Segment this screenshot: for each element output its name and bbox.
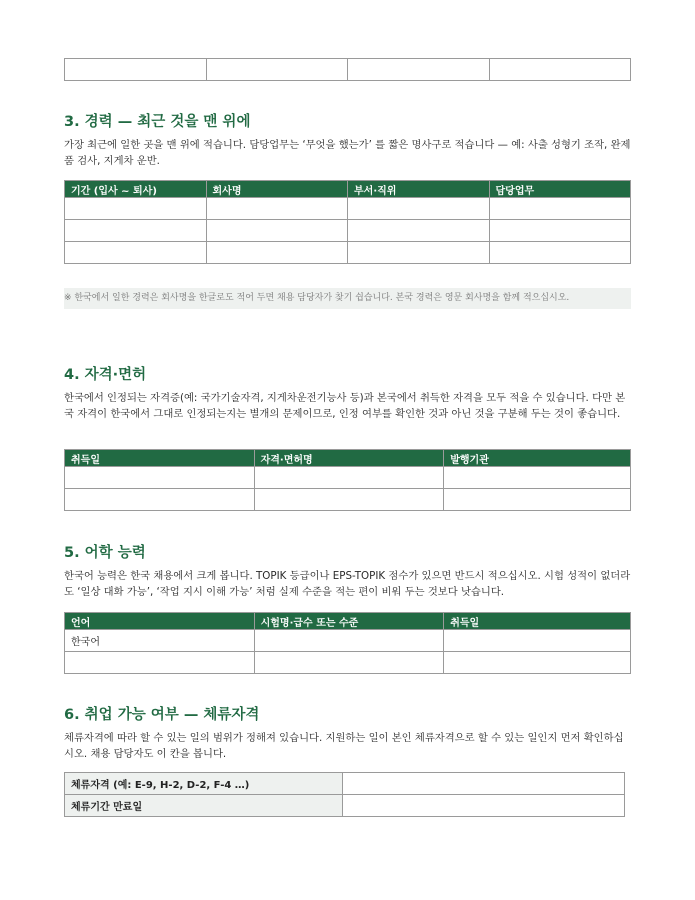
section-6-title: 6. 취업 가능 여부 — 체류자격 xyxy=(64,707,260,723)
visa-expiry-label: 체류기간 만료일 xyxy=(65,795,343,817)
column-header-period: 기간 (입사 ~ 퇴사) xyxy=(65,181,207,198)
visa-status-table xyxy=(64,772,625,817)
column-header-company: 회사명 xyxy=(206,181,348,198)
table-cell[interactable] xyxy=(65,489,255,511)
table-row xyxy=(65,795,625,817)
table-cell[interactable] xyxy=(444,630,631,652)
column-header-language: 언어 xyxy=(65,613,255,630)
section-5-title: 5. 어학 능력 xyxy=(64,545,146,561)
table-cell[interactable] xyxy=(206,220,348,242)
column-header-license-name: 자격·면허명 xyxy=(254,450,444,467)
qualification-table xyxy=(64,449,631,511)
section-5-description: 한국어 능력은 한국 채용에서 크게 봅니다. TOPIK 등급이나 EPS-TOPIK 점수가 있으면 반드시 적으십시오. 시험 성적이 없더라도 ‘일상 대화 가능’, ‘작업 지시 이해 가능’ 처럼 실제 수준을 적는 편이 비워 두는 것보다 낫습니다. xyxy=(64,570,631,598)
visa-type-label: 체류자격 (예: E-9, H-2, D-2, F-4 …) xyxy=(65,773,343,795)
section-3-description: 가장 최근에 일한 곳을 맨 위에 적습니다. 담당업무는 ‘무엇을 했는가’ 를 짧은 명사구로 적습니다 — 예: 사출 성형기 조작, 완제품 검사, 지게차 운반. xyxy=(64,139,631,167)
visa-expiry-field[interactable] xyxy=(342,795,624,817)
career-table xyxy=(64,180,631,264)
table-cell[interactable] xyxy=(489,242,631,264)
column-header-date: 취득일 xyxy=(444,613,631,630)
table-cell[interactable] xyxy=(348,59,490,81)
career-note: ※ 한국에서 일한 경력은 회사명을 한글로도 적어 두면 채용 담당자가 찾기 쉽습니다. 본국 경력은 영문 회사명을 함께 적으십시오. xyxy=(64,288,631,309)
table-cell[interactable] xyxy=(444,489,631,511)
table-row xyxy=(65,630,631,652)
table-cell[interactable] xyxy=(348,242,490,264)
previous-section-table xyxy=(64,58,631,81)
table-row xyxy=(65,242,631,264)
table-row xyxy=(65,467,631,489)
visa-type-field[interactable] xyxy=(342,773,624,795)
table-cell[interactable] xyxy=(65,220,207,242)
table-row xyxy=(65,489,631,511)
section-4-description: 한국에서 인정되는 자격증(예: 국가기술자격, 지게차운전기능사 등)과 본국에서 취득한 자격을 모두 적을 수 있습니다. 다만 본국 자격이 한국에서 그대로 인정되는지는 별개의 문제이므로, 인정 여부를 확인한 것과 아닌 것을 구분해 두는 것이 좋습니다. xyxy=(64,392,626,420)
table-cell[interactable] xyxy=(489,198,631,220)
table-cell[interactable] xyxy=(254,489,444,511)
table-header-row xyxy=(65,613,631,630)
section-6-description: 체류자격에 따라 할 수 있는 일의 범위가 정해져 있습니다. 지원하는 일이 본인 체류자격으로 할 수 있는 일인지 먼저 확인하십시오. 채용 담당자도 이 칸을 봅니다. xyxy=(64,732,624,760)
table-header-row xyxy=(65,450,631,467)
section-4-title: 4. 자격·면허 xyxy=(64,367,147,383)
table-cell[interactable] xyxy=(444,467,631,489)
section-3-title: 3. 경력 — 최근 것을 맨 위에 xyxy=(64,114,251,130)
language-table xyxy=(64,612,631,674)
table-row xyxy=(65,220,631,242)
table-cell[interactable] xyxy=(206,242,348,264)
table-row xyxy=(65,773,625,795)
column-header-department: 부서·직위 xyxy=(348,181,490,198)
table-row xyxy=(65,198,631,220)
table-cell[interactable] xyxy=(206,59,348,81)
table-cell[interactable] xyxy=(65,467,255,489)
table-header-row xyxy=(65,181,631,198)
table-cell[interactable] xyxy=(254,630,444,652)
table-cell[interactable] xyxy=(489,220,631,242)
table-cell[interactable] xyxy=(489,59,631,81)
column-header-issuer: 발행기관 xyxy=(444,450,631,467)
table-row xyxy=(65,652,631,674)
column-header-date: 취득일 xyxy=(65,450,255,467)
table-cell[interactable] xyxy=(65,242,207,264)
table-row xyxy=(65,59,631,81)
table-cell[interactable] xyxy=(65,198,207,220)
table-cell[interactable] xyxy=(65,652,255,674)
table-cell[interactable] xyxy=(348,198,490,220)
table-cell[interactable]: 한국어 xyxy=(65,630,255,652)
table-cell[interactable] xyxy=(254,467,444,489)
table-cell[interactable] xyxy=(65,59,207,81)
table-cell[interactable] xyxy=(254,652,444,674)
table-cell[interactable] xyxy=(444,652,631,674)
table-cell[interactable] xyxy=(348,220,490,242)
column-header-duties: 담당업무 xyxy=(489,181,631,198)
column-header-test-level: 시험명·급수 또는 수준 xyxy=(254,613,444,630)
table-cell[interactable] xyxy=(206,198,348,220)
